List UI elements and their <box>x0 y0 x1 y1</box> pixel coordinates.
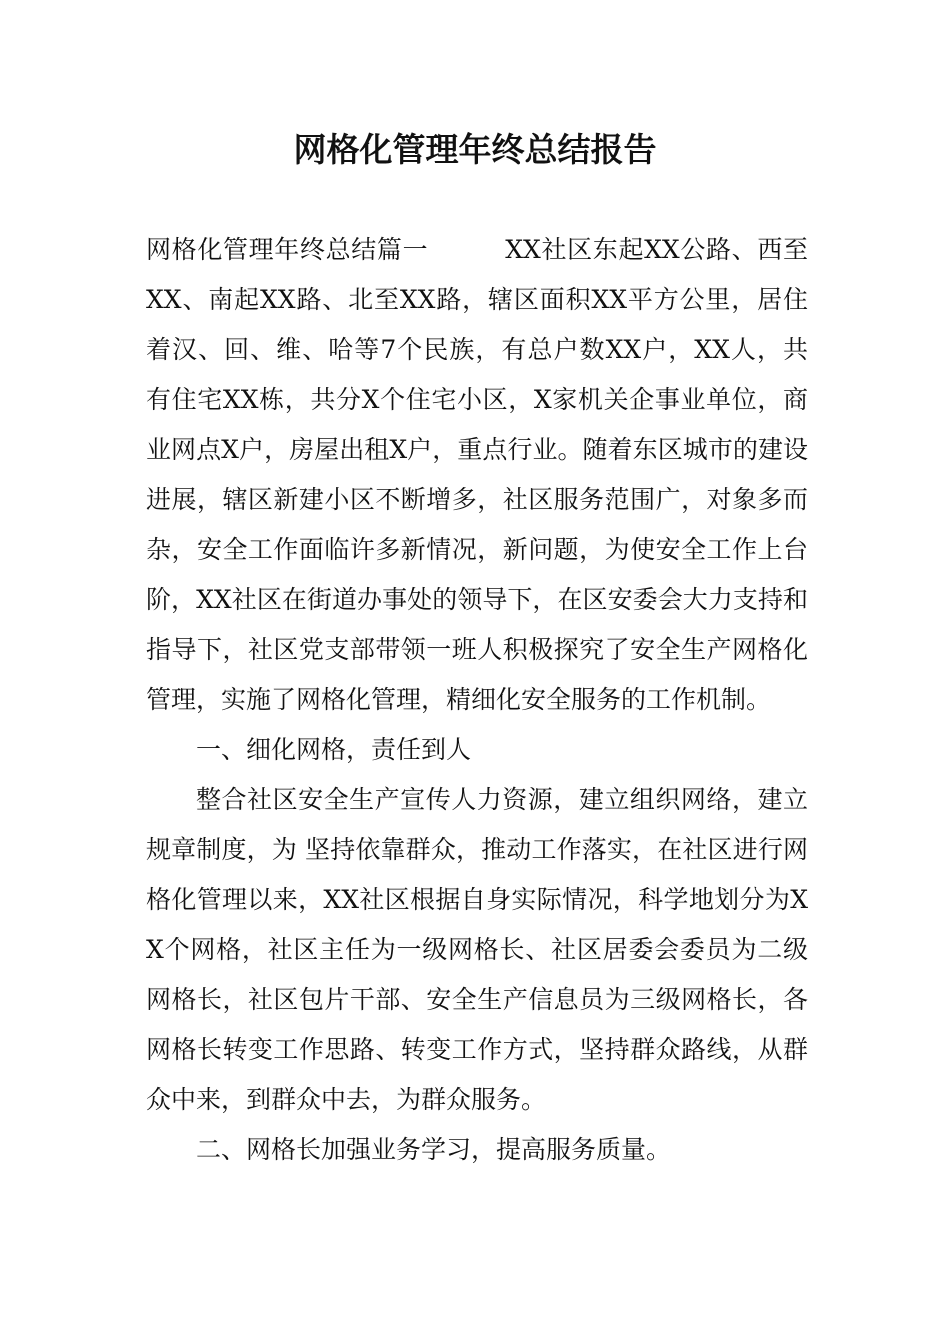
intro-paragraph: 网格化管理年终总结篇一 XX社区东起XX公路、西至XX、南起XX路、北至XX路，辖区面积XX平方公里，居住着汉、回、维、哈等7个民族，有总户数XX户，XX人，共有住宅XX栋，共分X个住宅小区，X家机关企事业单位，商业网点X户，房屋出租X户，重点行业。随着东区城市的建设进展，辖区新建小区不断增多，社区服务范围广，对象多而杂，安全工作面临许多新情况，新问题，为使安全工作上台阶，XX社区在街道办事处的领导下，在区安委会大力支持和指导下，社区党支部带领一班人积极探究了安全生产网格化管理，实施了网格化管理，精细化安全服务的工作机制。 <box>146 235 808 714</box>
section-heading-2: 二、网格长加强业务学习，提高服务质量。 <box>196 1135 672 1164</box>
section-paragraph-1: 整合社区安全生产宣传人力资源，建立组织网络，建立规章制度，为 坚持依靠群众，推动工作落实，在社区进行网格化管理以来，XX社区根据自身实际情况，科学地划分为XX个网格，社区主任为一级网格长、社区居委会委员为二级网格长，社区包片干部、安全生产信息员为三级网格长，各网格长转变工作思路、转变工作方式，坚持群众路线，从群众中来，到群众中去，为群众服务。 <box>146 785 808 1114</box>
section-heading-1: 一、细化网格，责任到人 <box>196 735 472 764</box>
document-title: 网格化管理年终总结报告 <box>293 130 657 169</box>
document-body <box>146 225 808 1175</box>
